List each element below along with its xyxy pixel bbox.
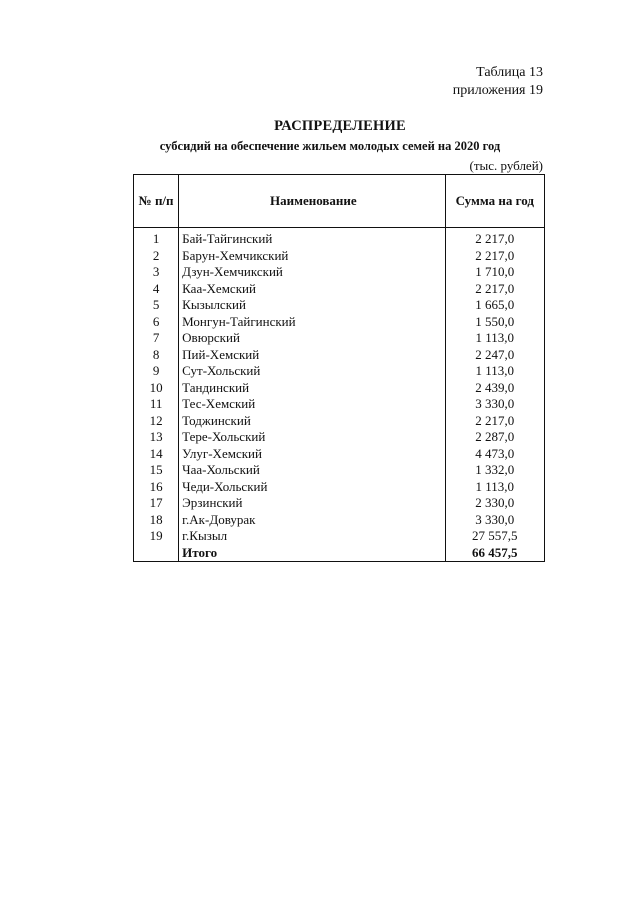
row-name: Тере-Хольский xyxy=(179,429,445,446)
table-row xyxy=(134,528,545,545)
table-row xyxy=(134,228,545,248)
row-sum: 2 217,0 xyxy=(445,248,544,265)
row-number: 12 xyxy=(134,413,179,430)
row-number: 1 xyxy=(134,228,179,248)
row-sum: 2 217,0 xyxy=(445,228,544,248)
table-row xyxy=(134,264,545,281)
column-header-number: № п/п xyxy=(134,175,179,228)
row-number: 11 xyxy=(134,396,179,413)
table-row xyxy=(134,413,545,430)
row-name: Чаа-Хольский xyxy=(179,462,445,479)
row-number: 9 xyxy=(134,363,179,380)
table-number-ref: Таблица 13 xyxy=(476,65,543,80)
table-header-row xyxy=(134,175,545,228)
document-title: РАСПРЕДЕЛЕНИЕ xyxy=(274,118,406,134)
row-name: Улуг-Хемский xyxy=(179,446,445,463)
row-sum: 2 330,0 xyxy=(445,495,544,512)
row-number: 5 xyxy=(134,297,179,314)
table-row xyxy=(134,297,545,314)
row-number: 2 xyxy=(134,248,179,265)
row-number: 19 xyxy=(134,528,179,545)
unit-label: (тыс. рублей) xyxy=(469,158,543,173)
table-row xyxy=(134,429,545,446)
row-number: 17 xyxy=(134,495,179,512)
total-sum: 66 457,5 xyxy=(445,545,544,562)
row-number: 6 xyxy=(134,314,179,331)
table-row xyxy=(134,248,545,265)
table-row xyxy=(134,281,545,298)
row-number: 14 xyxy=(134,446,179,463)
table-row xyxy=(134,462,545,479)
row-sum: 27 557,5 xyxy=(445,528,544,545)
table-row xyxy=(134,363,545,380)
appendix-ref: приложения 19 xyxy=(452,83,543,98)
total-label: Итого xyxy=(179,545,445,562)
row-name: Пий-Хемский xyxy=(179,347,445,364)
table-row xyxy=(134,446,545,463)
row-sum: 2 287,0 xyxy=(445,429,544,446)
row-sum: 2 247,0 xyxy=(445,347,544,364)
row-sum: 1 665,0 xyxy=(445,297,544,314)
row-name: Сут-Хольский xyxy=(179,363,445,380)
table-row xyxy=(134,314,545,331)
row-sum: 1 550,0 xyxy=(445,314,544,331)
row-name: Бай-Тайгинский xyxy=(179,228,445,248)
total-number-cell xyxy=(134,545,179,562)
row-name: Чеди-Хольский xyxy=(179,479,445,496)
row-name: Тес-Хемский xyxy=(179,396,445,413)
row-number: 18 xyxy=(134,512,179,529)
row-name: г.Ак-Довурак xyxy=(179,512,445,529)
row-name: Тандинский xyxy=(179,380,445,397)
row-sum: 1 113,0 xyxy=(445,479,544,496)
row-name: Дзун-Хемчикский xyxy=(179,264,445,281)
table-row xyxy=(134,347,545,364)
table-row xyxy=(134,396,545,413)
row-name: Каа-Хемский xyxy=(179,281,445,298)
row-number: 7 xyxy=(134,330,179,347)
row-number: 10 xyxy=(134,380,179,397)
table-body xyxy=(134,228,545,562)
row-name: Монгун-Тайгинский xyxy=(179,314,445,331)
row-name: Эрзинский xyxy=(179,495,445,512)
row-name: Тоджинский xyxy=(179,413,445,430)
total-row xyxy=(134,545,545,562)
row-sum: 2 217,0 xyxy=(445,413,544,430)
table-row xyxy=(134,495,545,512)
column-header-name: Наименование xyxy=(179,175,445,228)
row-sum: 1 332,0 xyxy=(445,462,544,479)
row-number: 13 xyxy=(134,429,179,446)
row-sum: 2 217,0 xyxy=(445,281,544,298)
document-subtitle: субсидий на обеспечение жильем молодых семей на 2020 год xyxy=(159,139,501,153)
column-header-sum: Сумма на год xyxy=(445,175,544,228)
row-name: Овюрский xyxy=(179,330,445,347)
row-number: 4 xyxy=(134,281,179,298)
row-name: г.Кызыл xyxy=(179,528,445,545)
row-name: Барун-Хемчикский xyxy=(179,248,445,265)
table-row xyxy=(134,380,545,397)
row-sum: 3 330,0 xyxy=(445,512,544,529)
row-sum: 4 473,0 xyxy=(445,446,544,463)
row-sum: 1 710,0 xyxy=(445,264,544,281)
row-sum: 1 113,0 xyxy=(445,330,544,347)
row-number: 16 xyxy=(134,479,179,496)
table-row xyxy=(134,479,545,496)
row-number: 15 xyxy=(134,462,179,479)
row-sum: 1 113,0 xyxy=(445,363,544,380)
row-name: Кызылский xyxy=(179,297,445,314)
subsidy-table xyxy=(133,174,545,562)
table-row xyxy=(134,330,545,347)
row-sum: 2 439,0 xyxy=(445,380,544,397)
row-number: 3 xyxy=(134,264,179,281)
table-row xyxy=(134,512,545,529)
row-sum: 3 330,0 xyxy=(445,396,544,413)
row-number: 8 xyxy=(134,347,179,364)
